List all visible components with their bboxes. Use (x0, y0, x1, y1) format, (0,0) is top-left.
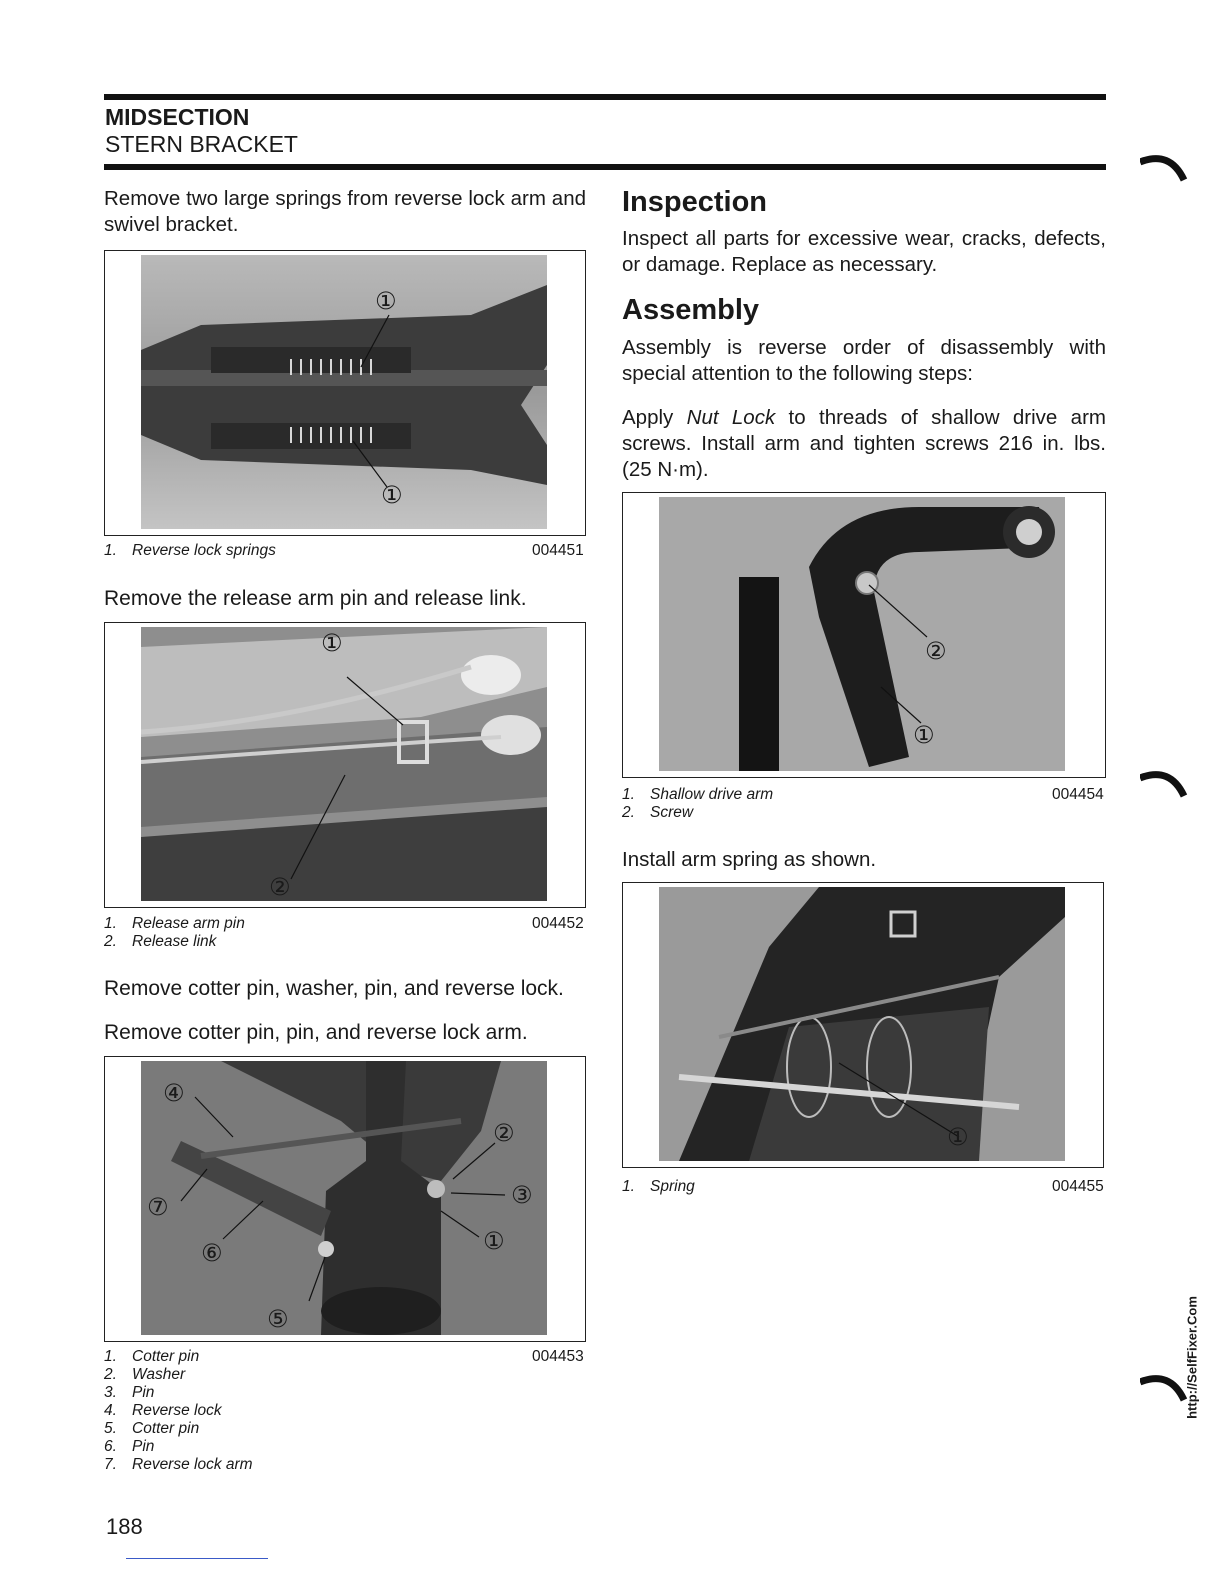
callout-3-5: ⑤ (267, 1305, 289, 1333)
step-release-arm: Remove the release arm pin and release link. (104, 587, 527, 610)
legend-item: 5. Cotter pin (104, 1420, 200, 1437)
assembly-paragraph: Assembly is reverse order of disassembly with special attention to the following steps: (622, 336, 1106, 385)
nut-lock-paragraph: Apply Nut Lock to threads of shallow drive arm screws. Install arm and tighten screws 216 in. lbs. (25 N·m). (622, 406, 1106, 481)
fig3-legend (104, 1348, 253, 1474)
subsection-title: STERN BRACKET (105, 131, 298, 157)
footer-line (126, 1558, 268, 1559)
legend-item: 2. Release link (104, 933, 217, 950)
callout-4-1: ① (913, 721, 935, 749)
fig4-number: 004454 (1052, 786, 1104, 803)
legend-item: 2. Washer (104, 1366, 186, 1383)
photo-arm-spring (659, 887, 1065, 1161)
figure-reverse-lock-arm (104, 1056, 586, 1342)
intro-paragraph: Remove two large springs from reverse lock arm and swivel bracket. (104, 187, 586, 236)
page-tab-mark (1140, 150, 1190, 190)
page-tab-mark (1140, 766, 1190, 806)
legend-item: 6. Pin (104, 1438, 155, 1455)
figure-release-arm (104, 622, 586, 908)
legend-item: 1. Release arm pin (104, 915, 245, 932)
fig1-number: 004451 (532, 542, 584, 559)
photo-reverse-lock-springs (141, 255, 547, 529)
legend-item: 4. Reverse lock (104, 1402, 222, 1419)
header-rule-top (104, 94, 1106, 100)
callout-1a: ① (375, 287, 397, 315)
nut-lock-emphasis: Nut Lock (686, 406, 776, 429)
callout-3-3: ③ (511, 1181, 533, 1209)
callout-2b: ② (269, 873, 291, 901)
callout-2a: ① (321, 629, 343, 657)
assembly-heading: Assembly (622, 294, 760, 326)
inspection-paragraph: Inspect all parts for excessive wear, cracks, defects, or damage. Replace as necessary. (622, 227, 1106, 276)
fig5-legend (622, 1178, 695, 1196)
fig5-number: 004455 (1052, 1178, 1104, 1195)
fig3-number: 004453 (532, 1348, 584, 1365)
step-cotter-reverse-lock: Remove cotter pin, washer, pin, and reverse lock. (104, 977, 564, 1000)
page-number: 188 (106, 1514, 143, 1539)
callout-3-2: ② (493, 1119, 515, 1147)
inspection-heading: Inspection (622, 186, 768, 218)
fig4-legend (622, 786, 773, 822)
legend-item: 1. Spring (622, 1178, 695, 1195)
fig2-number: 004452 (532, 915, 584, 932)
callout-3-1: ① (483, 1227, 505, 1255)
legend-item: 2. Screw (622, 804, 694, 821)
side-watermark-url: http://SelfFixer.Com (1184, 1296, 1200, 1419)
step-cotter-lock-arm: Remove cotter pin, pin, and reverse lock arm. (104, 1021, 528, 1044)
photo-reverse-lock-arm (141, 1061, 547, 1335)
callout-4-2: ② (925, 637, 947, 665)
photo-shallow-drive-arm (659, 497, 1065, 771)
callout-5-1: ① (947, 1123, 969, 1151)
legend-item: 1. Shallow drive arm (622, 786, 774, 803)
section-title: MIDSECTION (105, 104, 250, 130)
legend-item: 7. Reverse lock arm (104, 1456, 253, 1473)
arm-spring-paragraph: Install arm spring as shown. (622, 848, 877, 871)
legend-item: 1. Cotter pin (104, 1348, 200, 1365)
figure-reverse-lock-springs (104, 250, 586, 536)
legend-item: 3. Pin (104, 1384, 155, 1401)
legend-item: 1. Reverse lock springs (104, 542, 276, 559)
callout-1b: ① (381, 481, 403, 509)
figure-arm-spring (622, 882, 1104, 1168)
callout-3-4: ④ (163, 1079, 185, 1107)
header-rule-bottom (104, 164, 1106, 170)
callout-3-7: ⑦ (147, 1193, 169, 1221)
figure-shallow-drive-arm (622, 492, 1106, 778)
callout-3-6: ⑥ (201, 1239, 223, 1267)
fig2-legend (104, 915, 245, 951)
fig1-legend (104, 542, 276, 560)
photo-release-arm (141, 627, 547, 901)
